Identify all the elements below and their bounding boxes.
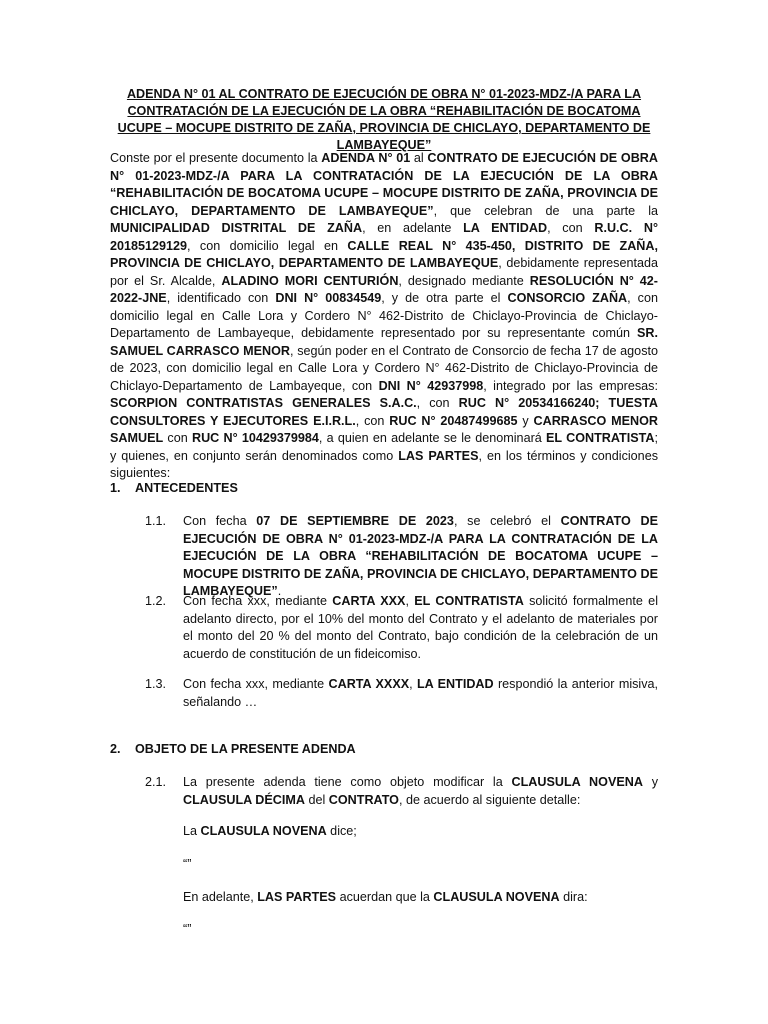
bold-text-run: CLAUSULA NOVENA <box>511 775 643 789</box>
section-2-heading <box>110 741 356 758</box>
item-1-1-number: 1.1. <box>145 514 167 528</box>
bold-text-run: LAS PARTES <box>398 448 479 463</box>
clause-novena-will-say <box>183 889 658 907</box>
text-run: al <box>410 151 428 165</box>
bold-text-run: MUNICIPALIDAD DISTRITAL DE ZAÑA <box>110 221 363 235</box>
text-run: Con fecha xxx, mediante <box>183 677 329 691</box>
bold-text-run: EL CONTRATISTA <box>414 594 524 608</box>
section-2-title: OBJETO DE LA PRESENTE ADENDA <box>135 742 356 756</box>
text-run: respondió la anterior misiva, señalando … <box>183 677 659 709</box>
text-run: La <box>183 824 201 838</box>
bold-text-run: DNI N° 42937998 <box>378 378 484 393</box>
text-run: , <box>405 594 415 608</box>
text-run: , se celebró el <box>453 514 561 528</box>
bold-text-run: R.U.C. N° 20185129129 <box>110 221 658 253</box>
bold-text-run: ADENDA N° 01 <box>321 151 411 165</box>
text-run: La presente adenda tiene como objeto modificar la <box>183 775 512 789</box>
item-1-3-text <box>183 676 658 711</box>
text-run: , con <box>547 221 595 235</box>
section-1-number: 1. <box>110 481 121 495</box>
section-1-heading <box>110 480 238 497</box>
text-run: , con <box>416 396 459 410</box>
bold-text-run: DNI N° 00834549 <box>275 291 382 305</box>
text-run: y <box>517 413 534 428</box>
text-run: del <box>304 792 329 807</box>
bold-text-run: CLAUSULA NOVENA <box>200 824 327 838</box>
item-1-3-number: 1.3. <box>145 677 167 691</box>
text-run: con <box>163 431 192 445</box>
section-2-number: 2. <box>110 742 121 756</box>
text-run: solicitó formalmente el adelanto directo, por el 10% del monto del Contrato y el adelanto de materiales por el monto del 20 % del monto del Contrato, bajo condición de la celebración de un acuerdo de constitución de un fideicomiso. <box>183 594 658 661</box>
text-run: , debidamente representada por el Sr. Alcalde, <box>110 256 658 288</box>
item-2-1-text <box>183 774 658 809</box>
bold-text-run: CALLE REAL N° 435-450, DISTRITO DE ZAÑA, PROVINCIA DE CHICLAYO, DEPARTAMENTO DE LAMBAYEQUE <box>110 238 658 270</box>
intro-paragraph <box>110 150 658 483</box>
text-run: , según poder en el Contrato de Consorcio de fecha 17 de agosto de 2023, con domicilio legal en Calle Lora y Cordero N° 462-Distrito de Chiclayo-Provincia de Chiclayo-Departamento de Lambayeque, con <box>110 343 658 393</box>
text-run: , con <box>355 413 390 428</box>
section-1-title: ANTECEDENTES <box>135 481 238 495</box>
text-run: Conste por el presente documento la <box>110 151 322 165</box>
clause-quote-new: “” <box>183 922 192 936</box>
bold-text-run: CLAUSULA NOVENA <box>433 890 560 904</box>
bold-text-run: LAS PARTES <box>257 890 337 904</box>
bold-text-run: LA ENTIDAD <box>463 221 548 235</box>
bold-text-run: LA ENTIDAD <box>416 677 494 691</box>
bold-text-run: CARTA XXX <box>332 594 406 608</box>
text-run: , en los términos y condiciones siguientes: <box>110 448 658 480</box>
bold-text-run: RUC N° 10429379984 <box>191 431 319 445</box>
text-run: , a quien en adelante se le denominará <box>318 431 546 445</box>
text-run: dira: <box>559 890 588 904</box>
bold-text-run: CONSORCIO ZAÑA <box>507 291 628 305</box>
text-run: , con domicilio legal en <box>187 238 348 253</box>
text-run: Con fecha xxx, mediante <box>183 594 333 608</box>
bold-text-run: 07 DE SEPTIEMBRE DE 2023 <box>256 514 454 528</box>
text-run: ; y quienes, en conjunto serán denominados como <box>110 431 658 463</box>
bold-text-run: EL CONTRATISTA <box>546 431 655 445</box>
bold-text-run: CONTRATO DE EJECUCIÓN DE OBRA N° 01-2023-MDZ-/A PARA LA CONTRATACIÓN DE LA EJECUCIÓN DE LA OBRA “REHABILITACIÓN DE BOCATOMA UCUPE – MOCUPE DISTRITO DE ZAÑA, PROVINCIA DE CHICLAYO, DEPARTAMENTO DE LAMBAYEQUE” <box>183 514 659 598</box>
bold-text-run: RUC N° 20534166240; TUESTA CONSULTORES Y EJECUTORES E.I.R.L. <box>110 396 658 428</box>
bold-text-run: CARRASCO MENOR SAMUEL <box>110 413 659 445</box>
document-title: ADENDA N° 01 AL CONTRATO DE EJECUCIÓN DE OBRA N° 01-2023-MDZ-/A PARA LA CONTRATACIÓN DE LA EJECUCIÓN DE LA OBRA “REHABILITACIÓN DE BOCATOMA UCUPE – MOCUPE DISTRITO DE ZAÑA, PROVINCIA DE CHICLAYO, DEPARTAMENTO DE LAMBAYEQUE” <box>117 87 651 152</box>
bold-text-run: SCORPION CONTRATISTAS GENERALES S.A.C. <box>110 396 417 410</box>
text-run: , identificado con <box>166 291 276 305</box>
item-2-1-number: 2.1. <box>145 775 167 789</box>
bold-text-run: CONTRATO DE EJECUCIÓN DE OBRA N° 01-2023-MDZ-/A PARA LA CONTRATACIÓN DE LA EJECUCIÓN DE LA OBRA “REHABILITACIÓN DE BOCATOMA UCUPE – MOCUPE DISTRITO DE ZAÑA, PROVINCIA DE CHICLAYO, DEPARTAMENTO DE LAMBAYEQUE” <box>110 151 658 218</box>
text-run: acuerdan que la <box>336 890 434 904</box>
item-1-1-text <box>183 513 658 601</box>
item-1-2-number: 1.2. <box>145 594 167 608</box>
text-run: , <box>409 677 417 691</box>
text-run: Con fecha <box>183 514 257 528</box>
text-run: En adelante, <box>183 890 258 904</box>
bold-text-run: SR. SAMUEL CARRASCO MENOR <box>110 326 658 358</box>
text-run: , integrado por las empresas: <box>483 378 658 393</box>
text-run: y <box>642 775 659 789</box>
text-run: , y de otra parte el <box>381 291 508 305</box>
bold-text-run: RUC N° 20487499685 <box>389 413 518 428</box>
bold-text-run: CARTA XXXX <box>328 677 410 691</box>
bold-text-run: CONTRATO <box>328 792 399 807</box>
text-run: , que celebran de una parte la <box>433 203 658 218</box>
item-1-2-text <box>183 593 658 663</box>
clause-quote-original: “” <box>183 857 192 871</box>
clause-novena-says <box>183 823 658 841</box>
text-run: , en adelante <box>362 221 464 235</box>
bold-text-run: CLAUSULA DÉCIMA <box>183 792 305 807</box>
bold-text-run: ALADINO MORI CENTURIÓN <box>221 273 399 288</box>
text-run: , designado mediante <box>398 273 530 288</box>
bold-text-run: RESOLUCIÓN N° 42-2022-JNE <box>110 273 658 305</box>
text-run: , de acuerdo al siguiente detalle: <box>398 792 581 807</box>
text-run: dice; <box>326 824 357 838</box>
text-run: . <box>277 584 282 598</box>
text-run: , con domicilio legal en Calle Lora y Cordero N° 462-Distrito de Chiclayo-Provincia de Chiclayo-Departamento de Lambayeque, debidamente representado por su representante común <box>110 291 658 340</box>
